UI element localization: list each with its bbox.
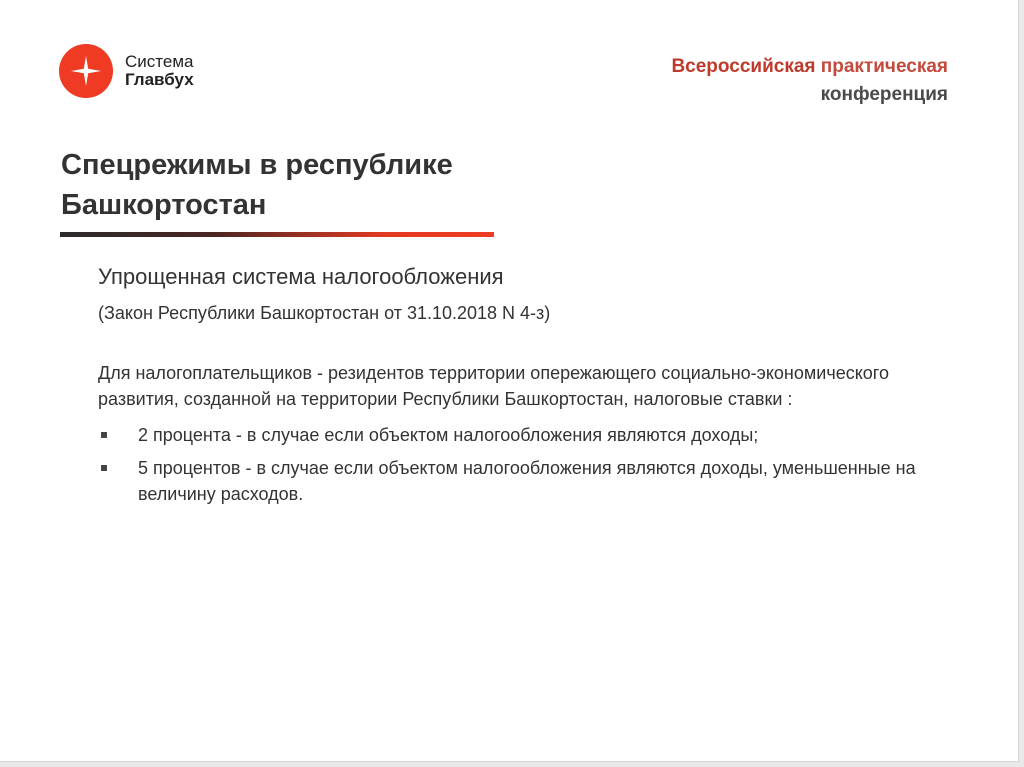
section-subtitle: Упрощенная система налогообложения [98,264,504,289]
list-item-text: 5 процентов - в случае если объектом налогообложения являются доходы, уменьшенные на величину расходов. [138,458,916,504]
list-item [98,422,958,448]
slide-title-line1: Спецрежимы в республике [61,149,453,181]
square-bullet-icon [101,465,107,471]
slide-title [61,145,453,225]
sparkle-icon [59,44,113,98]
list-item-text: 2 процента - в случае если объектом налогообложения являются доходы; [138,425,759,445]
brand-name-line1: Система [125,52,194,71]
list-item [98,455,958,507]
conference-label [671,53,948,109]
slide-content [98,262,958,514]
slide-title-line2: Башкортостан [61,189,267,221]
rate-list [98,422,958,507]
brand-logo [59,44,194,98]
body-paragraph: Для налогоплательщиков - резидентов территории опережающего социально-экономического развития, созданной на территории Республики Башкортостан, налоговые ставки : [98,363,889,409]
conference-word-2: практическая [820,56,948,77]
law-reference: (Закон Республики Башкортостан от 31.10.2018 N 4-з) [98,303,551,323]
title-underline [60,232,494,237]
square-bullet-icon [101,432,107,438]
conference-word-1: Всероссийская [671,56,816,77]
brand-name-line2: Главбух [125,70,194,89]
conference-word-3: конференция [820,84,948,105]
